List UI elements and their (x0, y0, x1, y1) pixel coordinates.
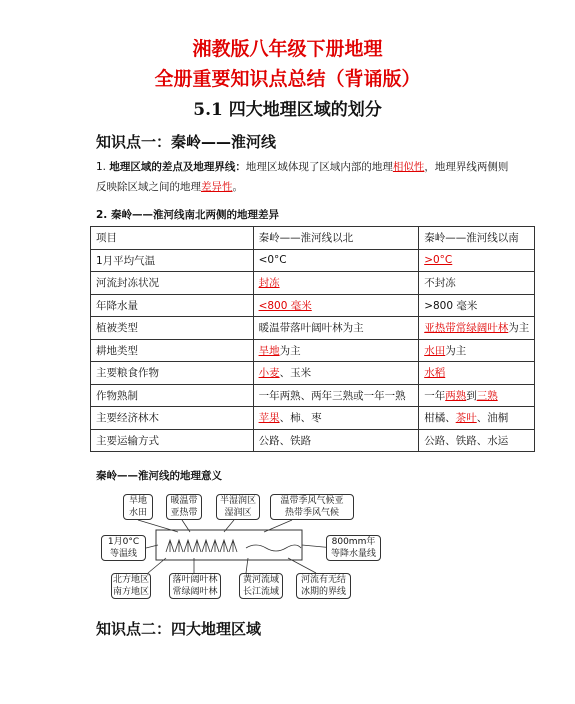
cell-text: 、油桐 (476, 412, 509, 425)
box-river-basins: 黄河流域 长江流域 (239, 573, 283, 599)
document-title: 湘教版八年级下册地理 (192, 38, 383, 60)
table-cell-item: 主要经济林木 (91, 407, 254, 430)
table-cell-south (419, 339, 535, 362)
cell-text: 暖温带落叶阔叶林为主 (258, 322, 364, 335)
table-cell-item: 植被类型 (91, 317, 254, 340)
table-cell-north (253, 362, 419, 385)
cell-text: <0°C (258, 254, 287, 267)
table-cell-north (253, 384, 419, 407)
table-cell-south (419, 362, 535, 385)
section-title: 5.1 四大地理区域的划分 (193, 100, 382, 120)
table-cell-north (253, 249, 419, 272)
table-cell-item: 1月平均气温 (91, 249, 254, 272)
table-cell-north (253, 294, 419, 317)
table-row (91, 317, 535, 340)
cell-text: 茶叶 (455, 412, 477, 425)
significance-label: 秦岭——淮河线的地理意义 (96, 470, 222, 482)
table-cell-south (419, 317, 535, 340)
table-cell-south (419, 294, 535, 317)
cell-text: 、玉米 (279, 367, 312, 380)
table-header-row (91, 227, 535, 250)
box-monsoon-climates: 温带季风气候亚 热带季风气候 (270, 494, 354, 520)
box-river-freeze-line: 河流有无结 冰期的界线 (296, 573, 351, 599)
table-row (91, 294, 535, 317)
cell-text: 到 (466, 389, 477, 402)
cell-text: <800 毫米 (258, 299, 312, 312)
table-cell-north (253, 317, 419, 340)
box-january-isotherm: 1月0°C 等温线 (101, 535, 146, 561)
table-caption: 2. 秦岭——淮河线南北两侧的地理差异 (96, 209, 279, 221)
p1-number: 1. (96, 161, 107, 173)
document-subtitle: 全册重要知识点总结（背诵版） (154, 68, 421, 90)
cell-text: 亚热带常绿阔叶林 (424, 322, 509, 335)
table-cell-south (419, 429, 535, 452)
cell-text: 苹果 (258, 412, 280, 425)
table-cell-south (419, 407, 535, 430)
box-precipitation-isoline: 800mm年 等降水量线 (326, 535, 381, 561)
knowledge-point-2-heading: 知识点二：四大地理区域 (96, 620, 262, 638)
box-temperate-subtropical: 暖温带 亚热带 (166, 494, 202, 520)
table-cell-item: 耕地类型 (91, 339, 254, 362)
box-north-south-regions: 北方地区 南方地区 (112, 575, 149, 597)
p1-keyword-similarity: 相似性 (392, 161, 425, 173)
table-row (91, 429, 535, 452)
table-cell-item: 主要运输方式 (91, 429, 254, 452)
cell-text: 、柿、枣 (279, 412, 322, 425)
cell-text: 一年两熟、两年三熟或一年一熟 (258, 389, 406, 402)
cell-text: 两熟 (445, 389, 467, 402)
cell-text: 封冻 (258, 277, 280, 290)
table-cell-item: 作物熟制 (91, 384, 254, 407)
cell-text: 水稻 (424, 367, 446, 380)
p1-keyword-difference: 差异性 (201, 181, 233, 193)
cell-text: 旱地 (258, 344, 280, 357)
cell-text: 公路、铁路、水运 (424, 434, 509, 447)
paragraph-1 (96, 157, 526, 197)
differences-table (90, 226, 535, 452)
cell-text: 柑橘、 (424, 412, 456, 425)
table-header-cell: 项目 (91, 227, 254, 250)
table-row (91, 362, 535, 385)
table-row (91, 339, 535, 362)
p1-bold-lead: 地理区域的差点及地理界线： (109, 161, 246, 173)
knowledge-point-1-heading: 知识点一：秦岭——淮河线 (96, 133, 277, 151)
cell-text: 三熟 (476, 389, 498, 402)
table-row (91, 384, 535, 407)
cell-text: >0°C (424, 254, 453, 267)
table-cell-item: 主要粮食作物 (91, 362, 254, 385)
cell-text: 一年 (424, 389, 446, 402)
table-cell-south (419, 272, 535, 295)
cell-text: 为主 (508, 322, 530, 335)
table-row (91, 249, 535, 272)
mountain-line-frame (156, 530, 302, 560)
table-cell-north (253, 407, 419, 430)
cell-text: 为主 (445, 344, 467, 357)
table-header-cell: 秦岭——淮河线以北 (253, 227, 419, 250)
table-cell-south (419, 384, 535, 407)
p1-text-a: 地理区域体现了区域内部的地理 (245, 161, 393, 173)
table-cell-item: 年降水量 (91, 294, 254, 317)
table-row (91, 407, 535, 430)
table-cell-item: 河流封冻状况 (91, 272, 254, 295)
cell-text: 小麦 (258, 367, 280, 380)
table-cell-north (253, 272, 419, 295)
cell-text: 公路、铁路 (258, 434, 312, 447)
p1-text-b: ，地理界线两侧则 (424, 161, 509, 173)
cell-text: 不封冻 (424, 277, 456, 290)
table-cell-north (253, 429, 419, 452)
table-row (91, 272, 535, 295)
table-cell-south (419, 249, 535, 272)
table-header-cell: 秦岭——淮河线以南 (419, 227, 535, 250)
cell-text: 为主 (279, 344, 301, 357)
box-forest-types: 落叶阔叶林 常绿阔叶林 (169, 573, 221, 599)
table-cell-north (253, 339, 419, 362)
box-dry-paddy: 旱地 水田 (123, 494, 153, 520)
qinling-huaihe-diagram (96, 490, 396, 605)
box-semihumid-humid: 半湿润区 湿润区 (216, 494, 260, 520)
cell-text: >800 毫米 (424, 299, 478, 312)
cell-text: 水田 (424, 344, 446, 357)
p1-text-d: 。 (232, 181, 243, 193)
p1-text-c: 反映除区域之间的地理 (96, 181, 201, 193)
